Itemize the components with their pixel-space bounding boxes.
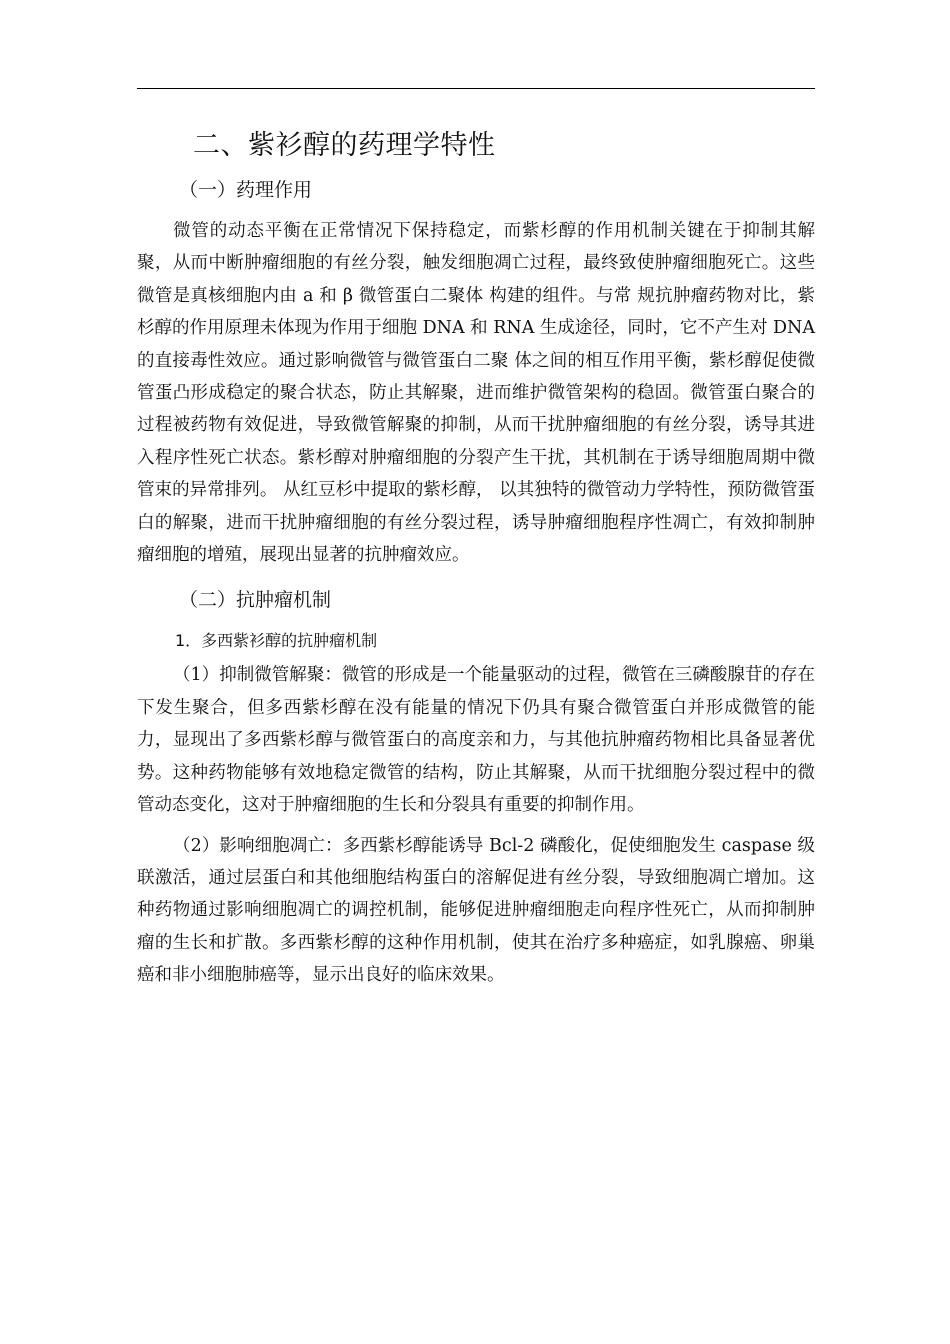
paragraph-pharmacology: 微管的动态平衡在正常情况下保持稳定，而紫杉醇的作用机制关键在于抑制其解聚，从而中断肿瘤细胞的有丝分裂，触发细胞凋亡过程，最终致使肿瘤细胞死亡。这些微管是真核细胞内由 a 和 β 微管蛋白二聚体 构建的组件。与常 规抗肿瘤药物对比，紫杉醇的作用原理未体现为作用于细胞 DNA 和 RNA 生成途径，同时，它不产生对 DNA 的直接毒性效应。通过影响微管与微管蛋白二聚 体之间的相互作用平衡，紫杉醇促使微管蛋凸形成稳定的聚合状态，防止其解聚，进而维护微管架构的稳固。微管蛋白聚合的过程被药物有效促进，导致微管解聚的抑制，从而干扰肿瘤细胞的有丝分裂，诱导其进入程序性死亡状态。紫杉醇对肿瘤细胞的分裂产生干扰，其机制在于诱导细胞周期中微管束的异常排列。 从红豆杉中提取的紫杉醇， 以其独特的微管动力学特性，预防微管蛋白的解聚，进而干扰肿瘤细胞的有丝分裂过程，诱导肿瘤细胞程序性凋亡，有效抑制肿瘤细胞的增殖，展现出显著的抗肿瘤效应。 bbox=[137, 221, 815, 566]
document-body bbox=[137, 118, 815, 992]
paragraph-apoptosis: （2）影响细胞凋亡：多西紫杉醇能诱导 Bcl-2 磷酸化，促使细胞发生 caspase 级联激活，通过层蛋白和其他细胞结构蛋白的溶解促进有丝分裂，导致细胞凋亡增加。这种药物通过影响细胞凋亡的调控机制，能够促进肿瘤细胞走向程序性死亡，从而抑制肿瘤的生长和扩散。多西紫杉醇的这种作用机制，使其在治疗多种癌症，如乳腺癌、卵巢癌和非小细胞肺癌等，显示出良好的临床效果。 bbox=[137, 835, 815, 986]
header-rule bbox=[137, 88, 815, 89]
subsection-title-antitumor: （二）抗肿瘤机制 bbox=[179, 589, 332, 612]
section-title: 二、紫衫醇的药理学特性 bbox=[193, 130, 496, 161]
paragraph-microtubule: （1）抑制微管解聚：微管的形成是一个能量驱动的过程，微管在三磷酸腺苷的存在下发生聚合，但多西紫杉醇在没有能量的情况下仍具有聚合微管蛋白并形成微管的能力，显现出了多西紫杉醇与微管蛋白的高度亲和力，与其他抗肿瘤药物相比具备显著优势。这种药物能够有效地稳定微管的结构，防止其解聚，从而干扰细胞分裂过程中的微管动态变化，这对于肿瘤细胞的生长和分裂具有重要的抑制作用。 bbox=[137, 665, 815, 816]
subsection-title-pharmacology: （一）药理作用 bbox=[179, 179, 313, 201]
item-title-docetaxel: 1．多西紫衫醇的抗肿瘤机制 bbox=[175, 631, 378, 651]
